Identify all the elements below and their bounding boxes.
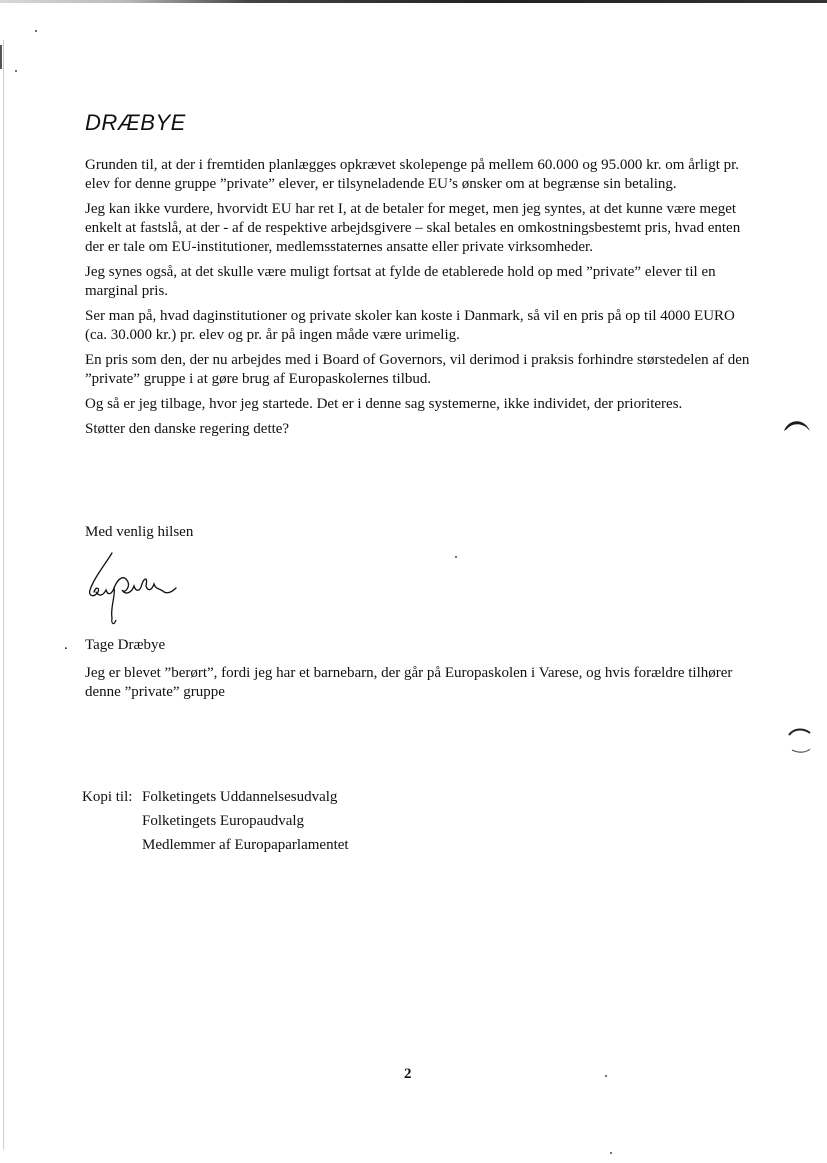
postscript-note: Jeg er blevet ”berørt”, fordi jeg har et barnebarn, der går på Europaskolen i Varese, og hvis forældre tilhører denne ”private” gruppe [85, 665, 733, 700]
page-number: 2 [404, 1066, 412, 1082]
copy-to-recipient: Medlemmer af Europaparlamentet [142, 837, 349, 853]
scan-speck [610, 1152, 612, 1154]
letter-heading: DRÆBYE [85, 110, 186, 135]
scan-speck [15, 70, 17, 72]
left-scan-mark [0, 45, 2, 69]
body-paragraph: Ser man på, hvad daginstitutioner og private skoler kan koste i Danmark, så vil en pris på op til 4000 EURO (ca. 30.000 kr.) pr. elev og pr. år på ingen måde være urimelig. [85, 308, 735, 343]
copy-to-recipient: Folketingets Uddannelsesudvalg [142, 789, 338, 805]
left-scan-edge [3, 40, 4, 1150]
copy-to-recipient: Folketingets Europaudvalg [142, 813, 305, 829]
body-paragraph: Grunden til, at der i fremtiden planlægges opkrævet skolepenge på mellem 60.000 og 95.000 kr. om årligt pr. elev for denne gruppe ”private” elever, er tilsyneladende EU’s ønsker om at begrænse sin betaling. [85, 157, 740, 192]
body-paragraph: En pris som den, der nu arbejdes med i Board of Governors, vil derimod i praksis forhindre størstedelen af den ”private” gruppe i at gøre brug af Europaskolernes tilbud. [85, 352, 750, 387]
signer-name: Tage Dræbye [85, 637, 166, 653]
punch-hole-shadow-icon [782, 415, 812, 437]
signature-icon [82, 548, 182, 633]
scan-speck [605, 1075, 607, 1077]
scan-speck [455, 556, 457, 558]
scan-speck [35, 30, 37, 32]
body-paragraph: Og så er jeg tilbage, hvor jeg startede. Det er i denne sag systemerne, ikke individet, der prioriteres. [85, 396, 683, 412]
copy-to-label: Kopi til: [82, 789, 133, 805]
body-paragraph: Jeg synes også, at det skulle være muligt fortsat at fylde de etablerede hold op med ”private” elever til en marginal pris. [85, 264, 716, 299]
closing-salutation: Med venlig hilsen [85, 524, 194, 540]
punch-hole-outline-icon [786, 725, 812, 755]
letter-body [85, 156, 755, 445]
body-paragraph: Jeg kan ikke vurdere, hvorvidt EU har ret I, at de betaler for meget, men jeg syntes, at det kunne være meget enkelt at fastslå, at der - af de respektive arbejdsgivere – skal betales en omkostningsbestemt pris, hvad enten der er tale om EU-institutioner, medlemsstaternes ansatte eller private virksomheder. [85, 201, 741, 255]
signer-bullet: . [64, 637, 68, 653]
copy-to-list [142, 785, 349, 857]
top-scan-edge [0, 0, 827, 3]
body-paragraph: Støtter den danske regering dette? [85, 421, 290, 437]
